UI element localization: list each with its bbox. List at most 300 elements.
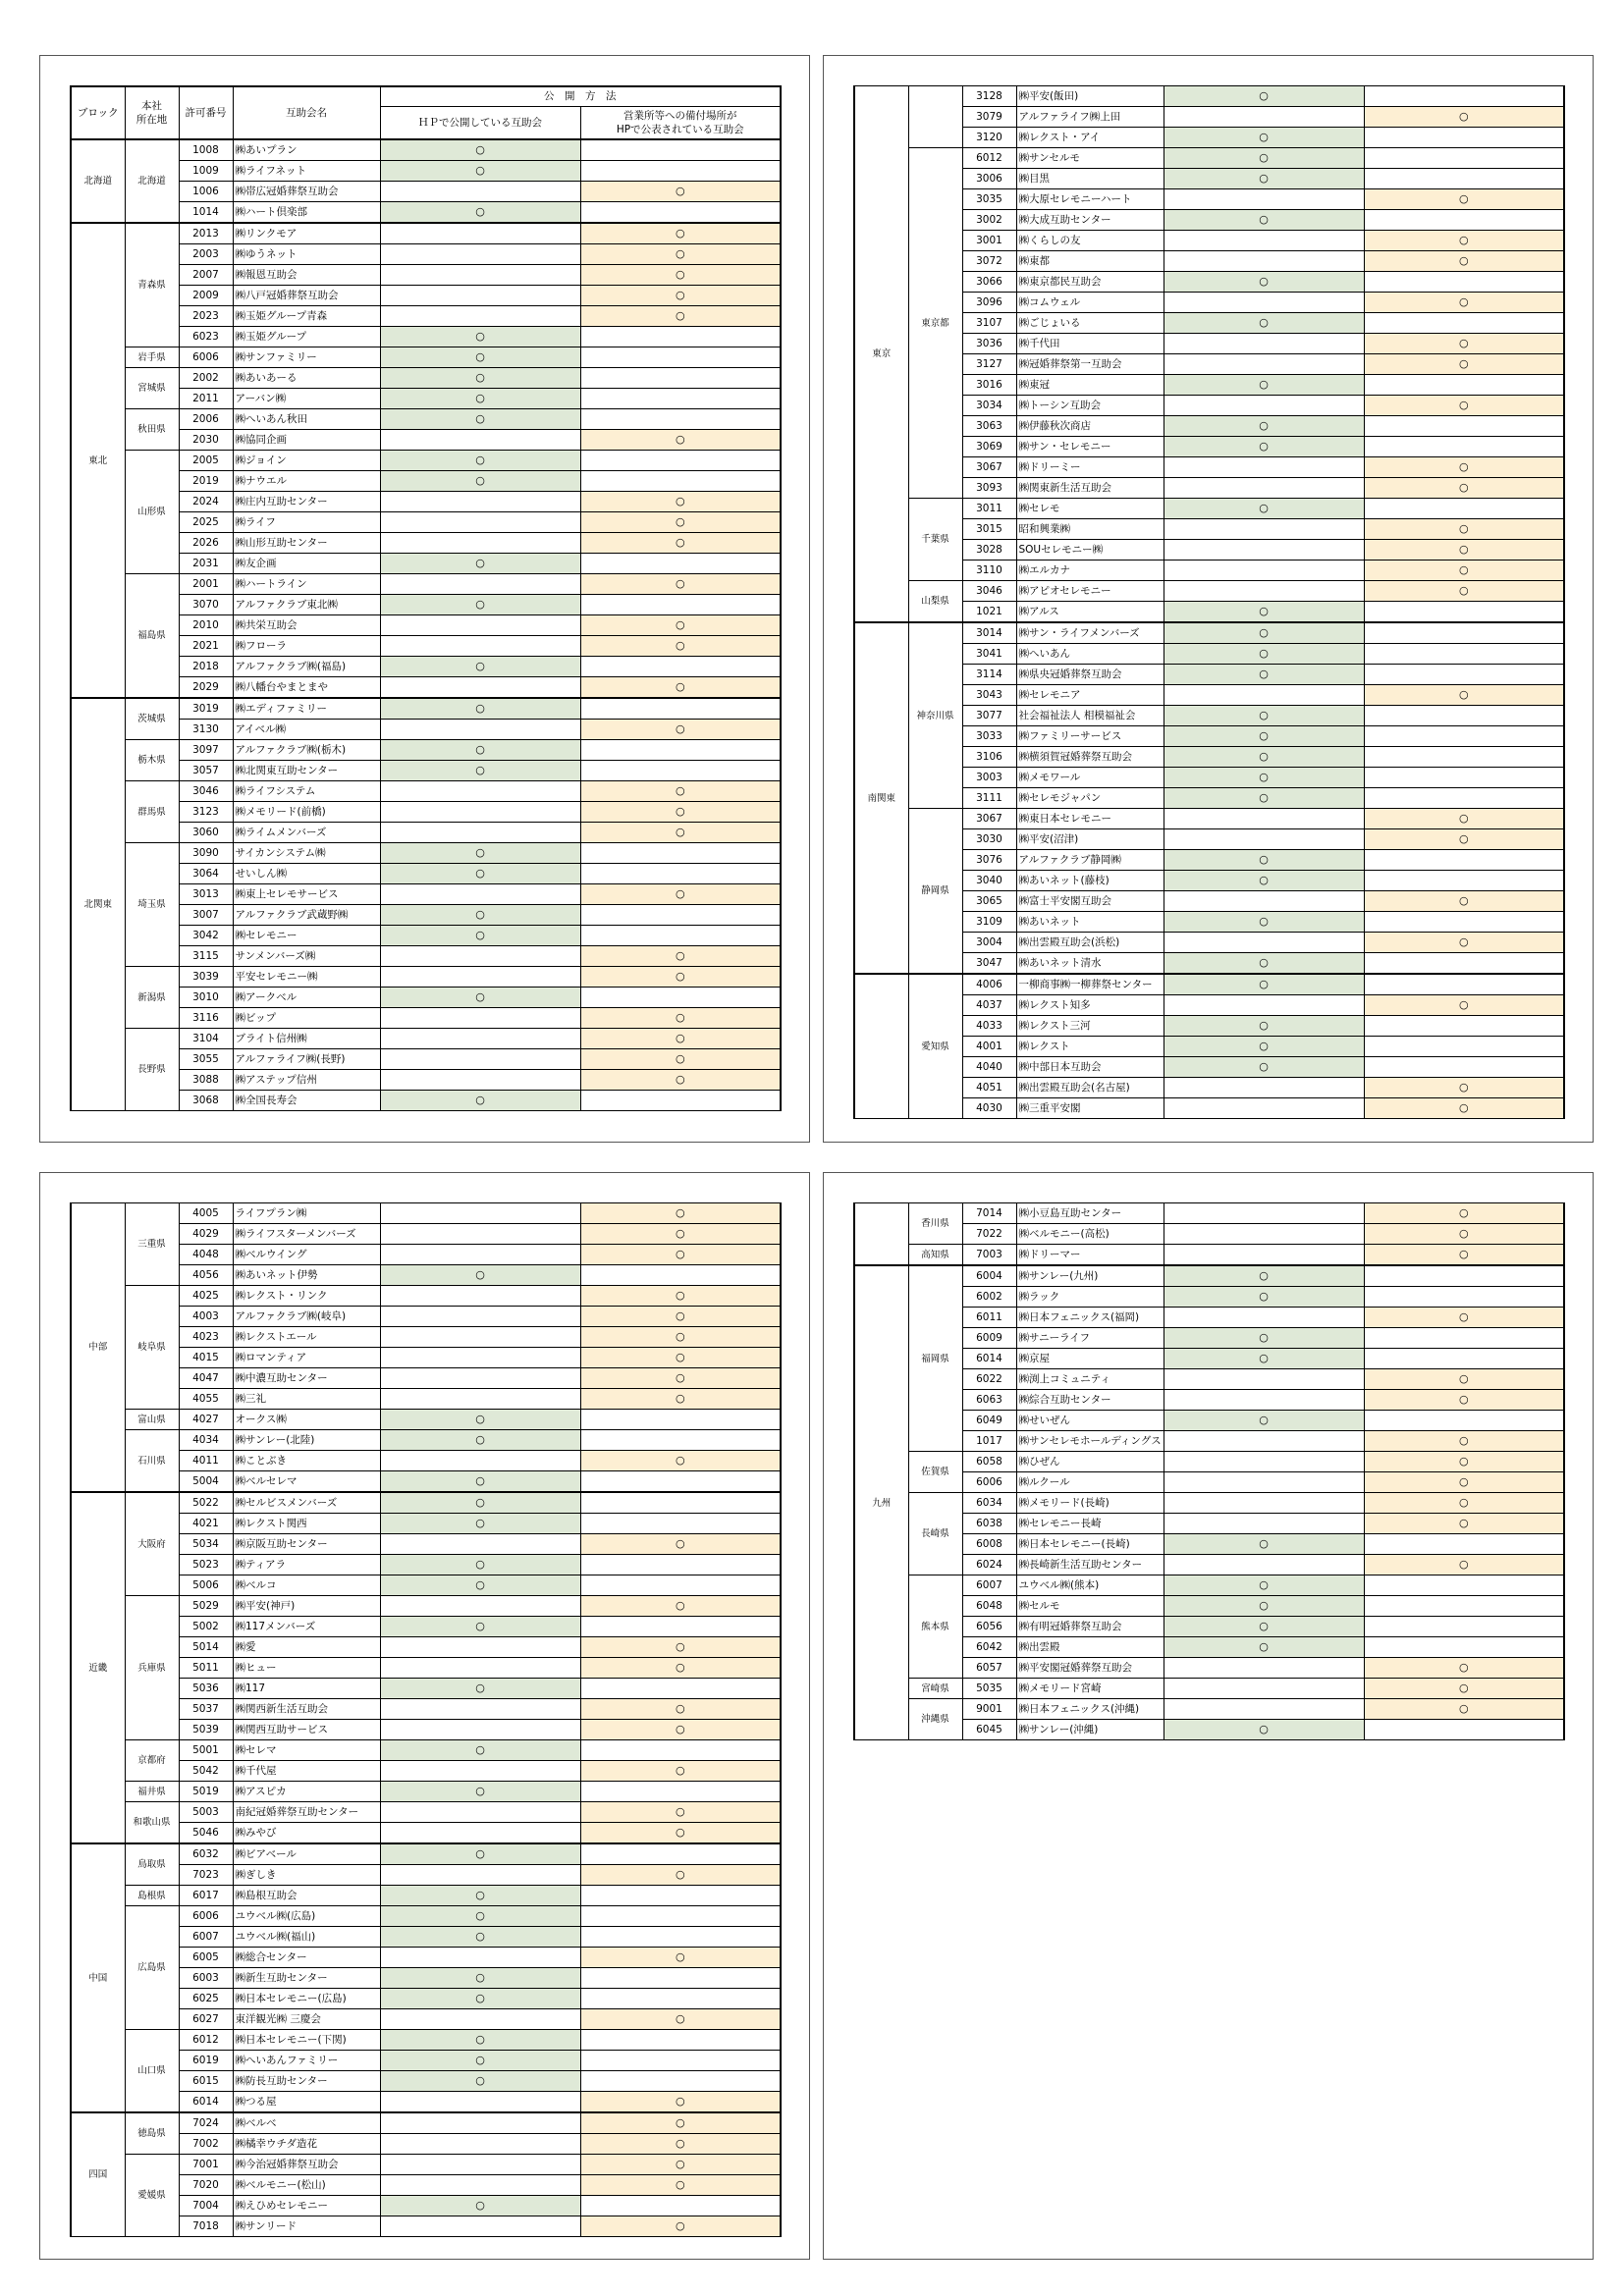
permit-number: 2029 [179, 677, 233, 699]
table-row [71, 1886, 781, 1906]
prefecture-cell: 岩手県 [125, 347, 179, 368]
permit-number: 2011 [179, 389, 233, 409]
company-name: ㈱ベルモニー(松山) [233, 2175, 380, 2196]
circle-mark: ○ [475, 557, 485, 569]
circle-mark: ○ [1458, 1475, 1469, 1488]
hp-public-cell [1164, 622, 1364, 644]
hp-public-cell [1164, 251, 1364, 272]
table-row [854, 1452, 1564, 1472]
permit-number: 4003 [179, 1307, 233, 1327]
permit-number: 4055 [179, 1389, 233, 1410]
permit-number: 3034 [962, 396, 1016, 416]
permit-number: 3064 [179, 864, 233, 884]
circle-mark: ○ [1259, 709, 1269, 721]
hp-public-cell [380, 615, 580, 636]
company-name: ㈱サンファミリー [233, 347, 380, 368]
office-public-cell [580, 1410, 781, 1430]
office-public-cell [1364, 334, 1564, 354]
office-public-cell [580, 1348, 781, 1368]
circle-mark: ○ [1259, 1040, 1269, 1052]
office-public-cell [580, 1049, 781, 1070]
office-public-cell [580, 988, 781, 1008]
circle-mark: ○ [475, 929, 485, 941]
company-name: ㈱エディファミリー [233, 698, 380, 720]
circle-mark: ○ [1259, 667, 1269, 680]
circle-mark: ○ [1458, 832, 1469, 845]
hp-public-cell [1164, 1699, 1364, 1720]
table-row [854, 1265, 1564, 1287]
permit-number: 7003 [962, 1245, 1016, 1266]
office-public-cell [1364, 644, 1564, 665]
block-cell: 中部 [71, 1203, 125, 1493]
office-public-cell [1364, 478, 1564, 499]
permit-number: 4037 [962, 995, 1016, 1016]
header-hq: 本社 所在地 [125, 86, 179, 139]
permit-number: 3013 [179, 884, 233, 905]
hp-public-cell [380, 2112, 580, 2134]
permit-number: 6022 [962, 1369, 1016, 1390]
circle-mark: ○ [1458, 399, 1469, 411]
circle-mark: ○ [1259, 1620, 1269, 1632]
permit-number: 5014 [179, 1637, 233, 1658]
office-public-cell [580, 2009, 781, 2030]
office-public-cell [1364, 665, 1564, 685]
hp-public-cell [380, 1886, 580, 1906]
office-public-cell [1364, 1349, 1564, 1369]
office-public-cell [580, 161, 781, 182]
permit-number: 3035 [962, 189, 1016, 210]
circle-mark: ○ [675, 309, 685, 322]
company-name: ㈱日本セレモニー(長崎) [1016, 1534, 1164, 1555]
permit-number: 4051 [962, 1078, 1016, 1098]
permit-number: 2030 [179, 430, 233, 451]
permit-number: 3114 [962, 665, 1016, 685]
hp-public-cell [380, 139, 580, 161]
table-row [71, 2112, 781, 2134]
permit-number: 6048 [962, 1596, 1016, 1617]
table-row [71, 967, 781, 988]
circle-mark: ○ [1458, 584, 1469, 597]
table-row [71, 740, 781, 761]
table-row [71, 1492, 781, 1514]
circle-mark: ○ [475, 392, 485, 404]
hp-public-cell [1164, 1658, 1364, 1679]
permit-number: 2013 [179, 223, 233, 244]
circle-mark: ○ [1458, 1434, 1469, 1447]
hp-public-cell [380, 1658, 580, 1679]
office-public-cell [580, 802, 781, 823]
hp-public-cell [1164, 1411, 1364, 1431]
office-public-cell [580, 1555, 781, 1575]
hp-public-cell [380, 1802, 580, 1823]
office-public-cell [580, 409, 781, 430]
company-name: ㈱冠婚葬祭第一互助会 [1016, 354, 1164, 375]
company-name: ㈱せいぜん [1016, 1411, 1164, 1431]
company-name: ㈱京阪互助センター [233, 1534, 380, 1555]
company-name: ㈱トーシン互助会 [1016, 396, 1164, 416]
circle-mark: ○ [1458, 1206, 1469, 1219]
header-name: 互助会名 [233, 86, 380, 139]
office-public-cell [580, 615, 781, 636]
circle-mark: ○ [1458, 1310, 1469, 1323]
office-public-cell [580, 1843, 781, 1865]
hp-public-cell [380, 1843, 580, 1865]
table-row [854, 974, 1564, 995]
office-public-cell [1364, 1369, 1564, 1390]
circle-mark: ○ [675, 1723, 685, 1735]
table-row [71, 2155, 781, 2175]
prefecture-cell: 埼玉県 [125, 843, 179, 967]
office-public-cell [1364, 416, 1564, 437]
hp-public-cell [1164, 478, 1364, 499]
hp-public-cell [380, 1471, 580, 1493]
prefecture-cell: 宮城県 [125, 368, 179, 409]
hp-public-cell [380, 1782, 580, 1802]
office-public-cell [1364, 1390, 1564, 1411]
office-public-cell [1364, 685, 1564, 706]
permit-number: 3088 [179, 1070, 233, 1091]
circle-mark: ○ [675, 639, 685, 652]
office-public-cell [580, 512, 781, 533]
hp-public-cell [380, 389, 580, 409]
hp-public-cell [1164, 1224, 1364, 1245]
hp-public-cell [380, 2051, 580, 2071]
office-public-cell [1364, 747, 1564, 768]
company-name: ㈱サンセレモホールディングス [1016, 1431, 1164, 1452]
permit-number: 3070 [179, 595, 233, 615]
circle-mark: ○ [675, 1052, 685, 1065]
hp-public-cell [1164, 313, 1364, 334]
circle-mark: ○ [1259, 978, 1269, 990]
circle-mark: ○ [675, 805, 685, 818]
header-block: ブロック [71, 86, 125, 139]
circle-mark: ○ [475, 764, 485, 776]
table-row [71, 574, 781, 595]
prefecture-cell: 鳥取県 [125, 1843, 179, 1886]
company-name: ㈱へいあん [1016, 644, 1164, 665]
permit-number: 2010 [179, 615, 233, 636]
hp-public-cell [380, 306, 580, 327]
office-public-cell [580, 1761, 781, 1782]
company-name: ㈱平安(神戸) [233, 1596, 380, 1617]
company-name: ㈱目黒 [1016, 169, 1164, 189]
circle-mark: ○ [675, 1011, 685, 1024]
office-public-cell [580, 471, 781, 492]
office-public-cell [1364, 1493, 1564, 1514]
circle-mark: ○ [675, 1764, 685, 1777]
office-public-cell [580, 1679, 781, 1699]
permit-number: 6017 [179, 1886, 233, 1906]
company-name: ㈱ベルコ [233, 1575, 380, 1596]
circle-mark: ○ [1259, 771, 1269, 783]
company-name: ㈱ベルモニー(高松) [1016, 1224, 1164, 1245]
hp-public-cell [1164, 995, 1364, 1016]
company-name: ㈱ライフネット [233, 161, 380, 182]
circle-mark: ○ [1259, 1414, 1269, 1426]
circle-mark: ○ [475, 330, 485, 343]
company-name: ㈱ナウエル [233, 471, 380, 492]
office-public-cell [580, 1740, 781, 1761]
circle-mark: ○ [1458, 110, 1469, 123]
hp-public-cell [1164, 1203, 1364, 1224]
office-public-cell [1364, 912, 1564, 933]
circle-mark: ○ [675, 949, 685, 962]
office-public-cell [580, 1471, 781, 1493]
permit-number: 2023 [179, 306, 233, 327]
hp-public-cell [380, 864, 580, 884]
office-public-cell [580, 926, 781, 946]
table-row [71, 1843, 781, 1865]
circle-mark: ○ [675, 227, 685, 240]
hp-public-cell [1164, 107, 1364, 128]
circle-mark: ○ [1458, 254, 1469, 267]
circle-mark: ○ [1458, 1661, 1469, 1674]
office-public-cell [1364, 1720, 1564, 1740]
company-name: ㈱117 [233, 1679, 380, 1699]
company-name: ㈱ドリーマー [1016, 1245, 1164, 1266]
circle-mark: ○ [475, 1620, 485, 1632]
table-row [854, 1699, 1564, 1720]
prefecture-cell: 茨城県 [125, 698, 179, 740]
circle-mark: ○ [675, 1868, 685, 1881]
hp-public-cell [380, 327, 580, 347]
office-public-cell [1364, 499, 1564, 519]
hp-public-cell [380, 409, 580, 430]
company-name: アルファライフ㈱(長野) [233, 1049, 380, 1070]
office-public-cell [580, 843, 781, 864]
prefecture-cell: 福島県 [125, 574, 179, 699]
circle-mark: ○ [475, 371, 485, 384]
company-name: ㈱くらしの友 [1016, 231, 1164, 251]
company-name: ㈱サニーライフ [1016, 1328, 1164, 1349]
hp-public-cell [380, 492, 580, 512]
company-name: ㈱えひめセレモニー [233, 2196, 380, 2216]
hp-public-cell [1164, 396, 1364, 416]
permit-number: 4011 [179, 1451, 233, 1471]
hp-public-cell [380, 286, 580, 306]
page-panel-3 [39, 1172, 810, 2260]
permit-number: 7023 [179, 1865, 233, 1886]
company-name: ㈱レクスト三河 [1016, 1016, 1164, 1037]
office-public-cell [1364, 437, 1564, 457]
permit-number: 3096 [962, 293, 1016, 313]
hp-public-cell [380, 1968, 580, 1989]
office-public-cell [580, 2112, 781, 2134]
office-public-cell [1364, 1411, 1564, 1431]
hp-public-cell [380, 347, 580, 368]
hp-public-cell [380, 884, 580, 905]
company-name: ㈱ライフスターメンバーズ [233, 1224, 380, 1245]
hp-public-cell [380, 1906, 580, 1927]
office-public-cell [580, 2051, 781, 2071]
office-public-cell [1364, 871, 1564, 891]
page-panel-4 [823, 1172, 1594, 2260]
office-public-cell [580, 761, 781, 781]
prefecture-cell: 福井県 [125, 1782, 179, 1802]
company-name: ㈱サン・ライフメンバーズ [1016, 622, 1164, 644]
office-public-cell [1364, 1016, 1564, 1037]
company-name: ㈱ルクール [1016, 1472, 1164, 1493]
circle-mark: ○ [475, 1558, 485, 1571]
permit-number: 3042 [179, 926, 233, 946]
circle-mark: ○ [475, 1889, 485, 1901]
company-name: ㈱メモリード(前橋) [233, 802, 380, 823]
hp-public-cell [380, 946, 580, 967]
circle-mark: ○ [1458, 543, 1469, 556]
permit-number: 6056 [962, 1617, 1016, 1637]
company-name: ㈱東都 [1016, 251, 1164, 272]
permit-number: 3011 [962, 499, 1016, 519]
permit-number: 6023 [179, 327, 233, 347]
circle-mark: ○ [475, 350, 485, 363]
hp-public-cell [1164, 974, 1364, 995]
circle-mark: ○ [475, 1517, 485, 1529]
circle-mark: ○ [1259, 151, 1269, 164]
hp-public-cell [1164, 581, 1364, 602]
circle-mark: ○ [1259, 502, 1269, 514]
office-public-cell [580, 1265, 781, 1286]
company-name: ㈱アスピカ [233, 1782, 380, 1802]
permit-number: 3033 [962, 726, 1016, 747]
circle-mark: ○ [475, 1930, 485, 1943]
office-public-cell [1364, 1534, 1564, 1555]
office-public-cell [580, 657, 781, 677]
prefecture-cell: 香川県 [908, 1203, 962, 1245]
circle-mark: ○ [475, 474, 485, 487]
table-row [71, 1430, 781, 1451]
office-public-cell [1364, 602, 1564, 623]
circle-mark: ○ [675, 1351, 685, 1363]
permit-number: 2024 [179, 492, 233, 512]
page-panel-2 [823, 55, 1594, 1143]
office-public-cell [580, 389, 781, 409]
company-name: 東洋観光㈱ 三慶会 [233, 2009, 380, 2030]
hp-public-cell [1164, 1369, 1364, 1390]
permit-number: 5039 [179, 1720, 233, 1740]
circle-mark: ○ [675, 2178, 685, 2191]
prefecture-cell: 愛知県 [908, 974, 962, 1119]
office-public-cell [1364, 148, 1564, 169]
table-row [71, 2030, 781, 2051]
circle-mark: ○ [1259, 419, 1269, 432]
hp-public-cell [1164, 189, 1364, 210]
hp-public-cell [1164, 809, 1364, 829]
office-public-cell [1364, 1472, 1564, 1493]
hp-public-cell [380, 1989, 580, 2009]
company-name: ㈱あいプラン [233, 139, 380, 161]
hp-public-cell [1164, 768, 1364, 788]
office-public-cell [580, 1286, 781, 1307]
circle-mark: ○ [475, 1847, 485, 1860]
company-name: ㈱セレモ [1016, 499, 1164, 519]
hp-public-cell [1164, 1037, 1364, 1057]
circle-mark: ○ [475, 143, 485, 156]
circle-mark: ○ [1259, 440, 1269, 453]
hp-public-cell [1164, 1265, 1364, 1287]
hp-public-cell [1164, 1679, 1364, 1699]
office-public-cell [580, 1008, 781, 1029]
office-public-cell [1364, 995, 1564, 1016]
permit-number: 2026 [179, 533, 233, 554]
hp-public-cell [380, 761, 580, 781]
table-row [854, 86, 1564, 107]
circle-mark: ○ [475, 990, 485, 1003]
company-name: ㈱サンレー(九州) [1016, 1265, 1164, 1287]
office-public-cell [1364, 231, 1564, 251]
permit-number: 3019 [179, 698, 233, 720]
hp-public-cell [380, 512, 580, 533]
permit-number: 1021 [962, 602, 1016, 623]
table-row [854, 809, 1564, 829]
company-name: サイカンシステム㈱ [233, 843, 380, 864]
company-name: ㈱今治冠婚葬祭互助会 [233, 2155, 380, 2175]
table-row [71, 1203, 781, 1224]
office-public-cell [1364, 313, 1564, 334]
mutual-aid-table [70, 1202, 782, 2237]
company-name: ㈱協同企画 [233, 430, 380, 451]
circle-mark: ○ [475, 867, 485, 880]
hp-public-cell [380, 1203, 580, 1224]
circle-mark: ○ [675, 1640, 685, 1653]
header-office: 営業所等への備付場所が HPで公表されている互助会 [580, 106, 781, 139]
hp-public-cell [380, 1307, 580, 1327]
office-public-cell [580, 1224, 781, 1245]
office-public-cell [580, 1865, 781, 1886]
office-public-cell [1364, 293, 1564, 313]
circle-mark: ○ [675, 268, 685, 281]
hp-public-cell [380, 1720, 580, 1740]
company-name: ㈱サン・セレモニー [1016, 437, 1164, 457]
table-row [854, 148, 1564, 169]
company-name: ㈱メモワール [1016, 768, 1164, 788]
hp-public-cell [1164, 561, 1364, 581]
hp-public-cell [380, 1948, 580, 1968]
permit-number: 3128 [962, 86, 1016, 107]
hp-public-cell [380, 1596, 580, 1617]
hp-public-cell [1164, 499, 1364, 519]
permit-number: 5011 [179, 1658, 233, 1679]
company-name: ㈱セレモニア [1016, 685, 1164, 706]
hp-public-cell [380, 1265, 580, 1286]
mutual-aid-table [70, 85, 782, 1111]
permit-number: 1006 [179, 182, 233, 202]
circle-mark: ○ [675, 1206, 685, 1219]
circle-mark: ○ [1458, 1702, 1469, 1715]
hp-public-cell [380, 1245, 580, 1265]
office-public-cell [1364, 251, 1564, 272]
office-public-cell [1364, 1265, 1564, 1287]
permit-number: 2021 [179, 636, 233, 657]
circle-mark: ○ [675, 1537, 685, 1550]
table-row [71, 698, 781, 720]
circle-mark: ○ [675, 2219, 685, 2232]
circle-mark: ○ [475, 205, 485, 218]
office-public-cell [1364, 1617, 1564, 1637]
hp-public-cell [380, 471, 580, 492]
hp-public-cell [1164, 272, 1364, 293]
permit-number: 6049 [962, 1411, 1016, 1431]
hp-public-cell [380, 1637, 580, 1658]
page-panel-1 [39, 55, 810, 1143]
circle-mark: ○ [1458, 1081, 1469, 1094]
permit-number: 4056 [179, 1265, 233, 1286]
company-name: ㈱橘幸ウチダ造花 [233, 2134, 380, 2155]
office-public-cell [1364, 1308, 1564, 1328]
company-name: ㈱防長互助センター [233, 2071, 380, 2092]
hp-public-cell [1164, 1390, 1364, 1411]
hp-public-cell [380, 1286, 580, 1307]
hp-public-cell [380, 161, 580, 182]
